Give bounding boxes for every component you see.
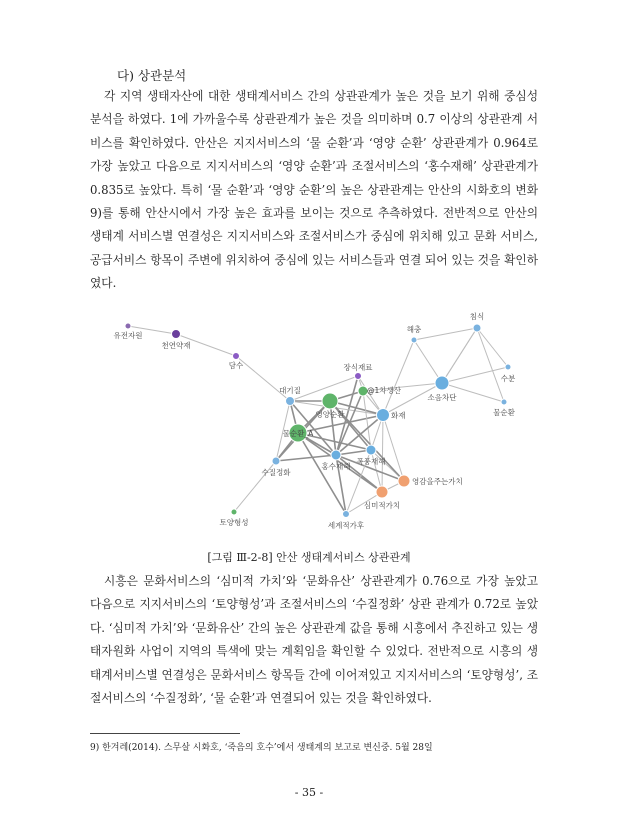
graph-node (172, 330, 181, 339)
graph-node (231, 509, 237, 515)
graph-node-label: 물순환_A (282, 429, 314, 438)
graph-edge (442, 367, 508, 383)
graph-node-label: 물순환 (493, 408, 515, 417)
graph-node (398, 475, 410, 487)
graph-node (286, 397, 295, 406)
section-heading: 다) 상관분석 (117, 68, 187, 83)
graph-node-label: 영감을주는가치 (412, 477, 463, 486)
figure-caption: [그림 Ⅲ-2-8] 안산 생태계서비스 상관관계 (207, 551, 411, 564)
graph-node-label: 폭풍재해 (356, 457, 386, 466)
graph-node-label: 홍수재해 (321, 462, 351, 471)
graph-node (366, 445, 376, 455)
graph-node (505, 364, 511, 370)
correlation-network-graph (0, 300, 618, 550)
paragraph-siheung: 시흥은 문화서비스의 ‘심미적 가치’와 ‘문화유산’ 상관관계가 0.76으로 가장 높았고 다음으로 지지서비스의 ‘토양형성’과 조절서비스의 ‘수질정화’ 상관 관계가 0.72로 높았다. ‘심미적 가치’와 ‘문화유산’ 간의 높은 상관관계 값을 통해 시흥에서 추진하고 있는 생태자원화 사업이 지역의 특색에 맞는 계획임을 확인할 수 있었다. 전반적으로 시흥의 생태계서비스별 연결성은 문화서비스 항목들 간에 이어져있고 지지서비스의 ‘토양형성’, 조절서비스의 ‘수질정화’, ‘물 순환’과 연결되어 있는 것을 확인하였다. (90, 574, 538, 706)
graph-node (473, 324, 481, 332)
graph-node-label: 수질정화 (261, 468, 291, 477)
footnote: 9) 한겨레(2014). 스무살 시화호, ‘죽음의 호수’에서 생태계의 보고로 변신중. 5월 28일 (90, 743, 433, 753)
footnote-divider (90, 733, 240, 734)
graph-node-label: 심미적가치 (363, 501, 401, 510)
graph-edge (477, 328, 504, 402)
paragraph-ansan: 각 지역 생태자산에 대한 생태계서비스 간의 상관관계가 높은 것을 보기 위해 중심성 분석을 하였다. 1에 가까울수록 상관관계가 높은 것을 의미하며 0.7 이상의 상관관계 서비스를 확인하였다. 안산은 지지서비스의 ‘물 순환’과 ‘영양 순환’ 상관관계가 0.964로 가장 높았고 다음으로 지지서비스의 ‘영양 순환’과 조절서비스의 ‘홍수재해’ 상관관계가 0.835로 높았다. 특히 ‘물 순환’과 ‘영양 순환’의 높은 상관관계는 안산의 시화호의 변화9)를 통해 안산시에서 가장 높은 효과를 보이는 것으로 추측하였다. 전반적으로 안산의 생태계 서비스별 연결성은 지지서비스와 조절서비스가 중심에 위치해 있고 문화 서비스, 공급서비스 항목이 주변에 위치하여 중심에 있는 서비스들과 연결 되어 있는 것을 확인하였다. (90, 89, 538, 291)
graph-node-label: 장식재료 (343, 363, 373, 372)
graph-edge (276, 455, 336, 461)
graph-node (355, 373, 362, 380)
graph-node-label: 토양형성 (219, 518, 249, 527)
graph-node (411, 337, 417, 343)
graph-node-label: 수분 (500, 374, 516, 383)
graph-node-label: 대기질 (279, 386, 301, 395)
graph-edge (383, 340, 414, 415)
graph-node-label: 화재 (391, 411, 406, 420)
graph-node-label: 유전자원 (113, 331, 143, 340)
graph-node-label: 해충 (406, 325, 422, 334)
graph-node-label: 영양순환 (315, 410, 345, 419)
graph-node (501, 399, 507, 405)
graph-edge (414, 328, 477, 340)
graph-node (343, 511, 350, 518)
graph-edge (442, 328, 477, 383)
graph-node-label: 담수 (228, 361, 244, 370)
page-number: - 35 - (294, 786, 324, 799)
graph-node (125, 323, 131, 329)
graph-node (435, 376, 449, 390)
graph-node (272, 457, 280, 465)
graph-node (377, 409, 390, 422)
graph-node (376, 486, 388, 498)
graph-node-label: 세계적가후 (327, 521, 365, 530)
graph-edge (382, 415, 383, 492)
graph-node (233, 353, 240, 360)
graph-node (322, 393, 338, 409)
graph-node-label: 침식 (469, 312, 485, 321)
graph-node (331, 450, 341, 460)
graph-node-label: @1차생산 (367, 386, 402, 395)
graph-node-label: 천연약재 (161, 341, 191, 350)
graph-node-label: 소음차단 (427, 393, 457, 402)
graph-edge (477, 328, 508, 367)
graph-edge (414, 340, 442, 383)
